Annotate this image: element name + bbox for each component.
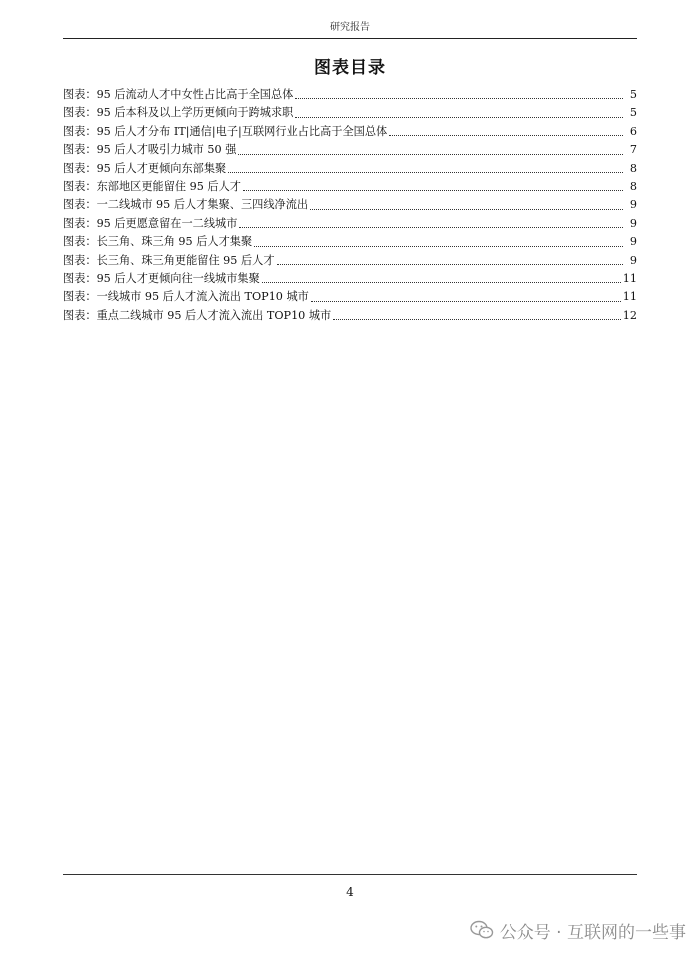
- toc-leader-dots: [389, 134, 623, 136]
- toc-entry-label: 图表：重点二线城市 95 后人才流入流出 TOP10 城市: [63, 308, 332, 322]
- toc-entry-label: 图表：一二线城市 95 后人才集聚、三四线净流出: [63, 198, 309, 212]
- toc-entry-page: 8: [629, 179, 637, 193]
- toc-entry-page: 11: [622, 271, 637, 285]
- toc-entry-page: 9: [629, 253, 637, 267]
- toc-entry-page: 6: [629, 124, 637, 138]
- footer-divider: [63, 874, 637, 875]
- header-title: 研究报告: [330, 22, 370, 33]
- toc-entry-page: 9: [629, 235, 637, 249]
- toc-entry-label: 图表：一线城市 95 后人才流入流出 TOP10 城市: [63, 290, 309, 304]
- toc-entry-label: 图表：95 后流动人才中女性占比高于全国总体: [63, 87, 294, 101]
- toc-row[interactable]: [63, 123, 637, 141]
- toc-entry-label: 图表：长三角、珠三角更能留住 95 后人才: [63, 253, 275, 267]
- toc-leader-dots: [310, 208, 623, 210]
- toc-entry-label: 图表：95 后人才吸引力城市 50 强: [63, 143, 237, 157]
- toc-entry-page: 7: [629, 143, 637, 157]
- toc-entry-label: 图表：95 后人才更倾向往一线城市集聚: [63, 271, 260, 285]
- toc-leader-dots: [238, 153, 623, 155]
- toc-row[interactable]: [63, 86, 637, 104]
- watermark-text: 公众号 · 互联网的一些事: [499, 922, 686, 943]
- toc-entry-page: 5: [629, 106, 637, 120]
- toc-entry-page: 8: [629, 161, 637, 175]
- toc-row[interactable]: [63, 215, 637, 233]
- toc-row[interactable]: [63, 141, 637, 159]
- toc-leader-dots: [228, 171, 623, 173]
- toc-row[interactable]: [63, 233, 637, 251]
- toc-entry-label: 图表：95 后人才更倾向东部集聚: [63, 161, 227, 175]
- toc-entry-label: 图表：95 后人才分布 IT|通信|电子|互联网行业占比高于全国总体: [63, 124, 388, 138]
- toc-entry-page: 12: [622, 308, 637, 322]
- toc-title: 图表目录: [314, 58, 386, 78]
- toc-entry-label: 图表：长三角、珠三角 95 后人才集聚: [63, 235, 253, 249]
- toc-entry-label: 图表：95 后本科及以上学历更倾向于跨城求职: [63, 106, 294, 120]
- wechat-icon: [470, 920, 494, 940]
- toc-leader-dots: [333, 318, 621, 320]
- toc-entry-page: 11: [622, 290, 637, 304]
- toc-entry-page: 9: [629, 216, 637, 230]
- page-header: [63, 14, 637, 39]
- toc-leader-dots: [311, 300, 621, 302]
- toc-row[interactable]: [63, 178, 637, 196]
- toc-row[interactable]: [63, 252, 637, 270]
- toc-leader-dots: [239, 226, 623, 228]
- toc-row[interactable]: [63, 288, 637, 306]
- toc-leader-dots: [262, 281, 621, 283]
- toc-leader-dots: [295, 97, 623, 99]
- toc-row[interactable]: [63, 196, 637, 214]
- toc-leader-dots: [254, 245, 623, 247]
- toc-row[interactable]: [63, 270, 637, 288]
- toc-leader-dots: [277, 263, 623, 265]
- toc-leader-dots: [295, 116, 623, 118]
- toc-entry-label: 图表：95 后更愿意留在一二线城市: [63, 216, 238, 230]
- toc-row[interactable]: [63, 307, 637, 325]
- toc-entry-label: 图表：东部地区更能留住 95 后人才: [63, 179, 241, 193]
- toc-leader-dots: [243, 189, 623, 191]
- toc-row[interactable]: [63, 160, 637, 178]
- watermark: [470, 918, 686, 942]
- table-of-figures: [63, 86, 637, 325]
- toc-entry-page: 5: [629, 87, 637, 101]
- toc-row[interactable]: [63, 104, 637, 122]
- toc-entry-page: 9: [629, 198, 637, 212]
- page-number: 4: [346, 885, 354, 899]
